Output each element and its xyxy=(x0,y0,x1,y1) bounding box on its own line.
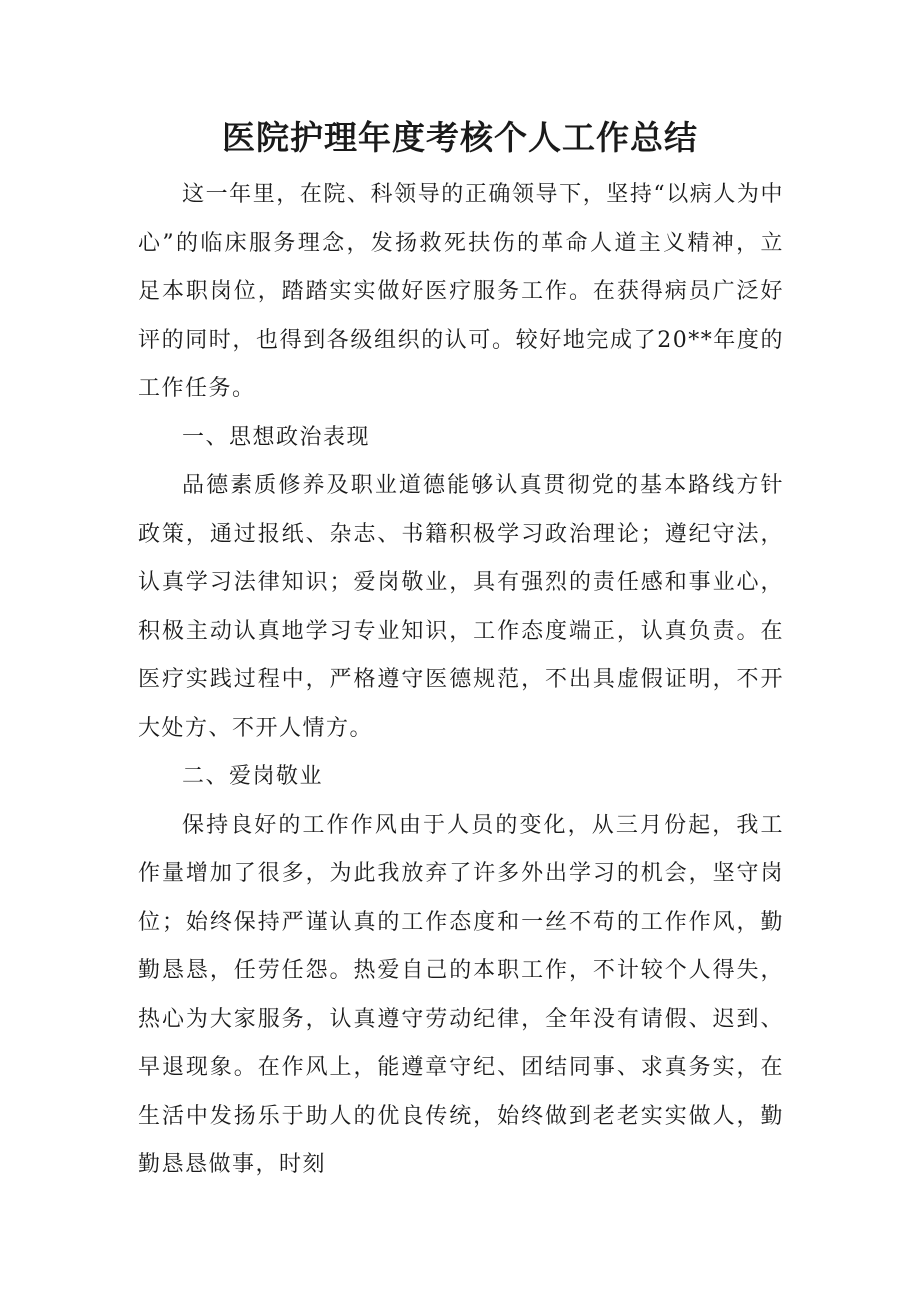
document-body xyxy=(138,171,784,1190)
section-text-dedication: 保持良好的工作作风由于人员的变化，从三月份起，我工作量增加了很多，为此我放弃了许多外出学习的机会，坚守岗位；始终保持严谨认真的工作态度和一丝不苟的工作作风，勤勤恳恳，任劳任怨。热爱自己的本职工作，不计较个人得失，热心为大家服务，认真遵守劳动纪律，全年没有请假、迟到、早退现象。在作风上，能遵章守纪、团结同事、求真务实，在生活中发扬乐于助人的优良传统，始终做到老老实实做人，勤勤恳恳做事，时刻 xyxy=(138,812,784,1177)
section-text-political: 品德素质修养及职业道德能够认真贯彻党的基本路线方针政策，通过报纸、杂志、书籍积极学习政治理论；遵纪守法，认真学习法律知识；爱岗敬业，具有强烈的责任感和事业心，积极主动认真地学习专业知识，工作态度端正，认真负责。在医疗实践过程中，严格遵守医德规范，不出具虚假证明，不开大处方、不开人情方。 xyxy=(138,473,784,741)
intro-paragraph: 这一年里，在院、科领导的正确领导下，坚持“以病人为中心”的临床服务理念，发扬救死扶伤的革命人道主义精神，立足本职岗位，踏踏实实做好医疗服务工作。在获得病员广泛好评的同时，也得到各级组织的认可。较好地完成了20**年度的工作任务。 xyxy=(138,182,784,401)
document-title: 医院护理年度考核个人工作总结 xyxy=(222,118,698,157)
section-heading-dedication: 二、爱岗敬业 xyxy=(182,764,324,789)
section-heading-political: 一、思想政治表现 xyxy=(182,424,371,450)
